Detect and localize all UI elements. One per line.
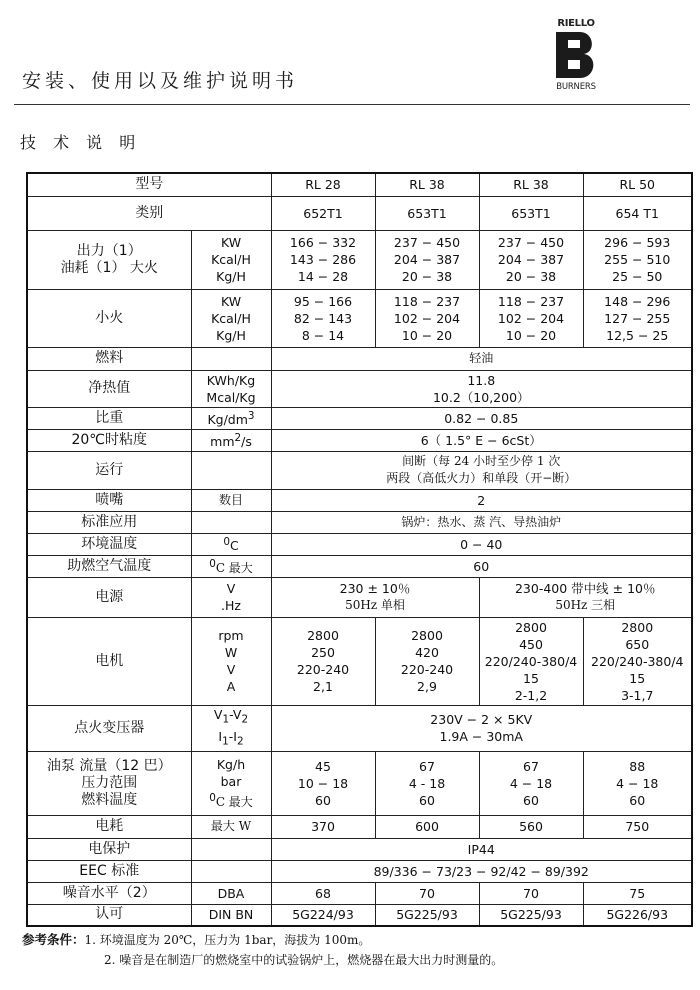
row-transformer (27, 705, 692, 751)
unit-consumption: 最大 W (191, 815, 271, 838)
motor-1 (271, 617, 375, 705)
max-output-4 (583, 230, 692, 289)
pump-3 (479, 751, 583, 815)
document-title: 安装、使用以及维护说明书 (22, 70, 299, 92)
value: 230 ± 10％ (339, 581, 411, 597)
unit-temp (192, 790, 271, 811)
model-4: RL 50 (583, 173, 692, 196)
net-heat-values (271, 370, 692, 407)
unit: Kg/h (216, 756, 246, 772)
label-power: 电源 (27, 577, 191, 617)
value: 2-1,2 (514, 687, 548, 703)
unit-base: mm (210, 434, 235, 450)
row-type (27, 196, 692, 230)
value: 2800 (411, 628, 443, 644)
unit-sup: 2 (234, 431, 242, 444)
row-ambient-temp (27, 533, 692, 555)
units-net-heat (191, 370, 271, 407)
value: 118 − 237 (497, 293, 565, 309)
approval-1: 5G224/93 (271, 904, 375, 926)
value: 67 (523, 758, 539, 774)
unit-nozzle: 数目 (191, 489, 271, 511)
protection-value: IP44 (271, 838, 692, 860)
label-density: 比重 (27, 407, 191, 429)
value: 250 (311, 645, 335, 661)
unit-sub: 2 (236, 735, 244, 748)
riello-logo (548, 18, 618, 98)
unit-noise: DBA (191, 882, 271, 904)
value: 220-240 (296, 662, 350, 678)
value: 230V − 2 × 5KV (430, 712, 533, 728)
value: 296 − 593 (604, 235, 671, 250)
unit-empty (191, 511, 271, 533)
label-min-output: 小火 (27, 289, 191, 347)
min-output-1 (271, 289, 375, 347)
label-pump-flow: 油泵 流量（12 巴） (46, 757, 172, 774)
row-pump (27, 751, 692, 815)
value: 127 − 255 (604, 310, 671, 326)
value: 95 − 166 (293, 293, 353, 309)
label-net-heat: 净热值 (27, 370, 191, 407)
row-eec (27, 860, 692, 882)
value: 102 − 204 (497, 310, 565, 326)
value: 143 − 286 (289, 252, 357, 267)
label-viscosity: 20℃时粘度 (27, 429, 191, 451)
value: 220/240-380/4 (484, 653, 578, 669)
value: 237 − 450 (497, 235, 565, 250)
value: 237 − 450 (393, 235, 461, 250)
label-model: 型号 (27, 173, 271, 196)
row-min-output (27, 289, 692, 347)
unit-sup: 0 (223, 535, 230, 548)
value: 118 − 237 (393, 293, 461, 309)
unit-after: /s (241, 434, 252, 450)
label-application: 标准应用 (27, 511, 191, 533)
value: 88 (629, 758, 646, 774)
label-fuel-temp: 燃料温度 (81, 791, 138, 808)
value: 15 (523, 670, 539, 686)
value: 4 - 18 (408, 775, 446, 791)
label-nozzle: 喷嘴 (27, 489, 191, 511)
logo-b-mark (554, 30, 600, 80)
row-fuel (27, 347, 692, 370)
pump-1 (271, 751, 375, 815)
label-motor: 电机 (27, 617, 191, 705)
value: 8 − 14 (301, 327, 345, 343)
operation-values (271, 451, 692, 489)
application-value: 锅炉：热水、蒸 汽、导热油炉 (271, 511, 692, 533)
value: 60 (523, 792, 539, 808)
label-output: 出力（1） (76, 242, 142, 259)
value: 14 − 28 (297, 269, 349, 284)
logo-brand-text: RIELLO (557, 18, 595, 29)
max-output-1 (271, 230, 375, 289)
label-ambient-temp: 环境温度 (27, 533, 191, 555)
value: 230-400 带中线 ± 10％ (514, 581, 656, 597)
value: 12,5 − 25 (606, 327, 669, 343)
units-min-output (191, 289, 271, 347)
unit-sub: 1 (222, 735, 229, 748)
unit: A (226, 679, 236, 695)
consumption-1: 370 (271, 815, 375, 838)
row-approval (27, 904, 692, 926)
label-consumption: 电耗 (27, 815, 191, 838)
value: 10 − 18 (297, 775, 349, 791)
value: 2,1 (313, 679, 333, 695)
type-2: 653T1 (375, 196, 479, 230)
value: 20 − 38 (401, 269, 453, 284)
value: 4 − 18 (509, 775, 553, 791)
unit-density (191, 407, 271, 429)
value: 2,9 (417, 679, 437, 695)
value: 650 (625, 636, 650, 652)
value: 10 − 20 (401, 327, 453, 343)
label-protection: 电保护 (27, 838, 191, 860)
row-air-temp (27, 555, 692, 577)
value: 166 − 332 (289, 235, 357, 250)
value: 25 − 50 (612, 269, 663, 284)
label-eec: EEC 标准 (27, 860, 191, 882)
value: 148 − 296 (604, 293, 671, 309)
nozzle-value: 2 (271, 489, 692, 511)
motor-4 (583, 617, 692, 705)
model-2: RL 38 (375, 173, 479, 196)
unit-empty (191, 451, 271, 489)
eec-value: 89/336 − 73/23 − 92/42 − 89/392 (271, 860, 692, 882)
min-output-3 (479, 289, 583, 347)
label-pressure-range: 压力范围 (81, 774, 138, 791)
unit-current (192, 728, 271, 751)
noise-3: 70 (479, 882, 583, 904)
unit: KWh/Kg (206, 372, 256, 388)
unit-kgh: Kg/H (216, 327, 246, 343)
motor-3 (479, 617, 583, 705)
label-pump (27, 751, 191, 815)
value: 15 (629, 670, 646, 686)
row-max-output (27, 230, 692, 289)
unit-kw: KW (220, 293, 242, 309)
min-output-4 (583, 289, 692, 347)
unit-empty (191, 860, 271, 882)
unit-sup: 3 (247, 409, 255, 422)
unit-air-temp (191, 555, 271, 577)
unit-sup: 0 (209, 557, 216, 570)
ambient-temp-value: 0 − 40 (271, 533, 692, 555)
logo-letter: B (577, 64, 578, 65)
unit: W (224, 645, 238, 661)
approval-4: 5G226/93 (583, 904, 692, 926)
section-title: 技 术 说 明 (20, 133, 142, 152)
unit: V (226, 581, 236, 597)
unit-kcal: Kcal/H (211, 252, 251, 267)
value: 255 − 510 (604, 252, 671, 267)
value: 82 − 143 (293, 310, 353, 326)
pump-4 (583, 751, 692, 815)
row-motor (27, 617, 692, 705)
value: 450 (519, 636, 543, 652)
row-noise (27, 882, 692, 904)
unit-part: V (213, 706, 223, 722)
unit-empty (191, 838, 271, 860)
units-pump (191, 751, 271, 815)
unit-part: -I (228, 729, 237, 745)
power-three-phase (479, 577, 692, 617)
noise-2: 70 (375, 882, 479, 904)
unit: rpm (218, 628, 244, 644)
unit-voltage (192, 706, 271, 729)
noise-1: 68 (271, 882, 375, 904)
value: 2800 (307, 628, 339, 644)
approval-3: 5G225/93 (479, 904, 583, 926)
value: 204 − 387 (393, 252, 461, 267)
unit-after: C 最大 (215, 794, 253, 809)
label-approval: 认可 (27, 904, 191, 926)
value: 60 (419, 792, 435, 808)
header-divider (14, 104, 690, 105)
row-consumption (27, 815, 692, 838)
unit: .Hz (221, 598, 241, 614)
type-3: 653T1 (479, 196, 583, 230)
unit-sub: 2 (241, 713, 249, 726)
value: 3-1,7 (621, 687, 654, 703)
value: 11.8 (467, 372, 496, 388)
value: 间断（每 24 小时至少停 1 次 (402, 454, 561, 468)
units-transformer (191, 705, 271, 751)
row-viscosity (27, 429, 692, 451)
row-model (27, 173, 692, 196)
note-2: 2. 噪音是在制造厂的燃烧室中的试验锅炉上，燃烧器在最大出力时测量的。 (104, 953, 504, 967)
approval-2: 5G225/93 (375, 904, 479, 926)
unit-empty (191, 347, 271, 370)
value: 两段（高低火力）和单段（开−断） (386, 471, 577, 485)
value: 50Hz 三相 (555, 598, 616, 613)
consumption-3: 560 (479, 815, 583, 838)
value: 102 − 204 (393, 310, 461, 326)
unit: V (226, 662, 236, 678)
value: 4 − 18 (616, 775, 659, 791)
logo-burners-text: BURNERS (556, 82, 596, 92)
value: 2800 (621, 619, 654, 635)
value: 2800 (515, 619, 547, 635)
air-temp-value: 60 (271, 555, 692, 577)
unit-kw: KW (220, 235, 242, 250)
value: 10.2（10,200） (432, 389, 530, 405)
note-1 (22, 930, 503, 950)
value: 220/240-380/4 (591, 653, 684, 669)
unit-sub: 1 (222, 713, 230, 726)
units-power (191, 577, 271, 617)
pump-2 (375, 751, 479, 815)
noise-4: 75 (583, 882, 692, 904)
unit-kcal: Kcal/H (211, 310, 251, 326)
unit: bar (220, 773, 242, 789)
value: 20 − 38 (505, 269, 557, 284)
model-1: RL 28 (271, 173, 375, 196)
unit: Mcal/Kg (206, 389, 256, 405)
label-air-temp: 助燃空气温度 (27, 555, 191, 577)
unit-sup: 0 (209, 791, 216, 804)
label-fuel-consumption-high: 油耗（1） 大火 (60, 259, 158, 276)
unit-approval: DIN BN (191, 904, 271, 926)
unit-base: Kg/dm (207, 412, 248, 428)
units-motor (191, 617, 271, 705)
row-operation (27, 451, 692, 489)
row-net-heat (27, 370, 692, 407)
power-single-phase (271, 577, 479, 617)
notes-label: 参考条件： (22, 932, 85, 947)
row-density (27, 407, 692, 429)
max-output-3 (479, 230, 583, 289)
row-nozzle (27, 489, 692, 511)
consumption-2: 600 (375, 815, 479, 838)
label-operation: 运行 (27, 451, 191, 489)
unit-part: I (218, 729, 223, 745)
transformer-values (271, 705, 692, 751)
unit-ambient-temp (191, 533, 271, 555)
value: 60 (629, 792, 646, 808)
value: 10 − 20 (505, 327, 557, 343)
unit-after: C (229, 538, 239, 554)
value: 204 − 387 (497, 252, 565, 267)
value: 220-240 (400, 662, 454, 678)
type-1: 652T1 (271, 196, 375, 230)
value: 67 (419, 758, 435, 774)
note-text: 1. 环境温度为 20℃，压力为 1bar，海拔为 100m。 (84, 933, 371, 947)
value: 45 (315, 758, 331, 774)
spec-table (26, 172, 693, 927)
unit-part: -V (229, 706, 242, 722)
row-power (27, 577, 692, 617)
label-type: 类别 (27, 196, 271, 230)
label-noise: 噪音水平（2） (27, 882, 191, 904)
motor-2 (375, 617, 479, 705)
viscosity-value: 6（ 1.5° E − 6cSt） (271, 429, 692, 451)
unit-viscosity (191, 429, 271, 451)
density-value: 0.82 − 0.85 (271, 407, 692, 429)
value: 1.9A − 30mA (439, 729, 523, 745)
units-max-output (191, 230, 271, 289)
value: 50Hz 单相 (345, 598, 405, 613)
unit-after: C 最大 (215, 560, 253, 575)
label-max-output (27, 230, 191, 289)
row-application (27, 511, 692, 533)
unit-kgh: Kg/H (216, 269, 246, 284)
fuel-value: 轻油 (271, 347, 692, 370)
consumption-4: 750 (583, 815, 692, 838)
min-output-2 (375, 289, 479, 347)
reference-notes (22, 930, 503, 970)
label-fuel: 燃料 (27, 347, 191, 370)
label-transformer: 点火变压器 (27, 705, 191, 751)
max-output-2 (375, 230, 479, 289)
type-4: 654 T1 (583, 196, 692, 230)
value: 60 (315, 792, 331, 808)
model-3: RL 38 (479, 173, 583, 196)
row-protection (27, 838, 692, 860)
value: 420 (415, 645, 439, 661)
